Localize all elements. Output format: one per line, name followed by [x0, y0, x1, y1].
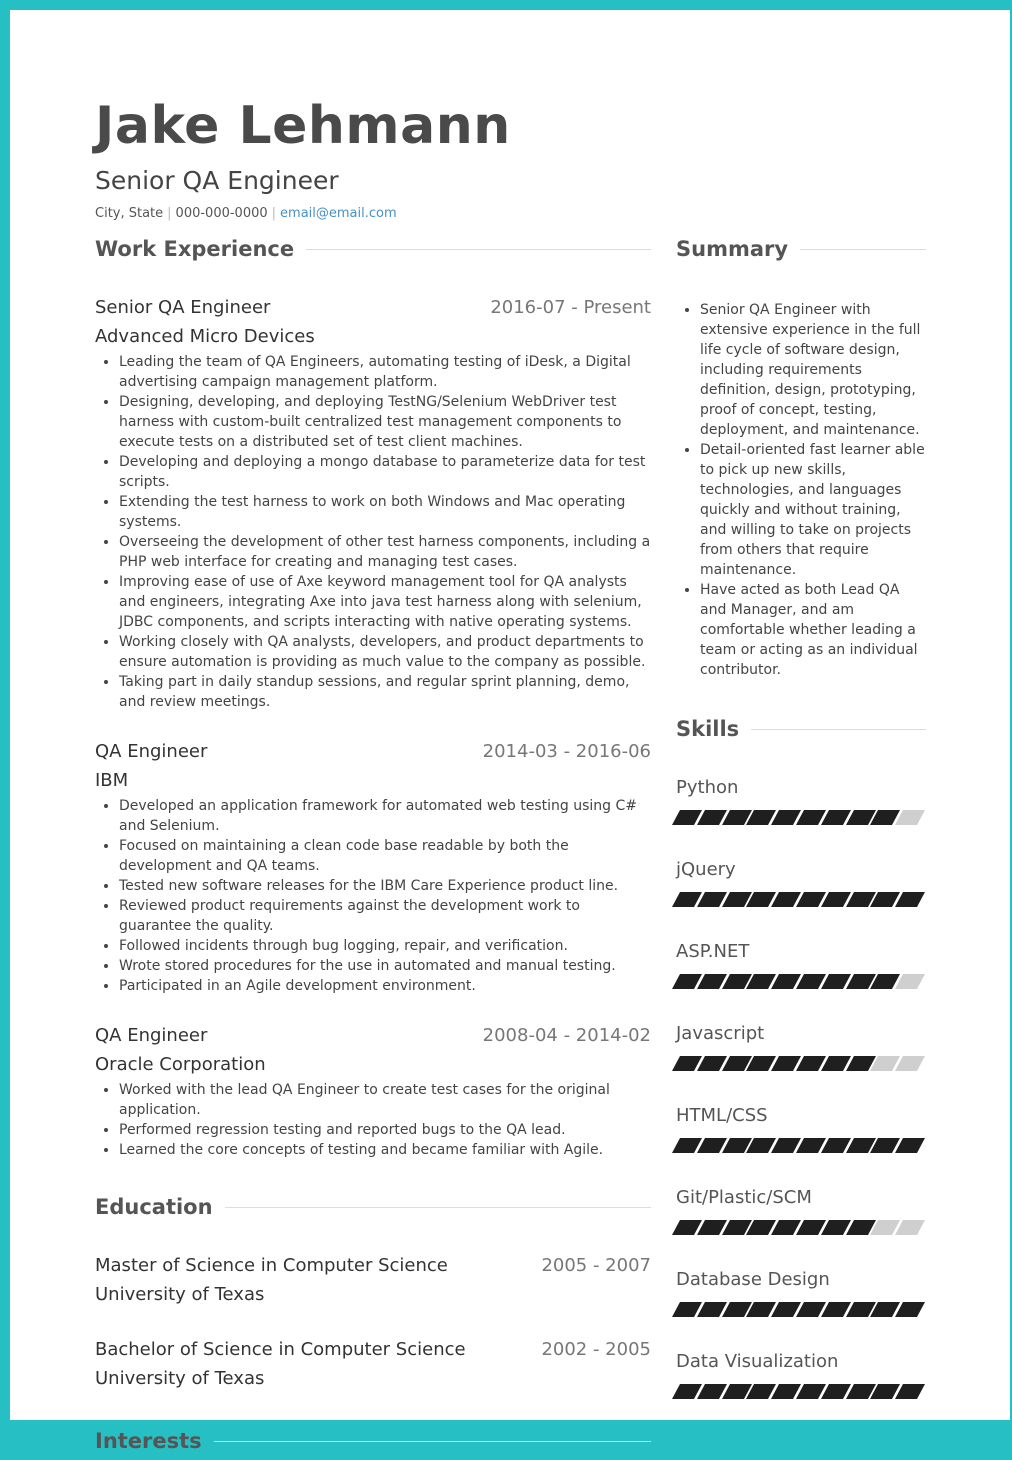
education-dates: 2002 - 2005	[541, 1338, 651, 1360]
bullet-item: • Participated in an Agile development environment.	[119, 976, 651, 996]
job-entry	[95, 736, 651, 996]
right-column	[676, 230, 926, 1430]
skill-level-bar	[676, 810, 926, 825]
skills-list	[676, 774, 926, 1430]
skill-entry	[676, 1102, 926, 1184]
divider	[800, 249, 926, 250]
job-dates: 2008-04 - 2014-02	[482, 1024, 651, 1046]
summary-list	[676, 300, 926, 680]
skill-segment-empty	[895, 810, 925, 825]
skills-heading: Skills	[676, 710, 926, 748]
phone: 000-000-0000	[175, 206, 268, 221]
bullet-item: • Worked with the lead QA Engineer to create test cases for the original application.	[119, 1080, 651, 1120]
candidate-title: Senior QA Engineer	[95, 166, 339, 195]
skill-entry	[676, 856, 926, 938]
bullet-item: • Wrote stored procedures for the use in automated and manual testing.	[119, 956, 651, 976]
skill-entry	[676, 1020, 926, 1102]
job-dates: 2016-07 - Present	[490, 296, 651, 318]
skill-level-bar	[676, 1384, 926, 1399]
degree: Master of Science in Computer Science	[95, 1254, 448, 1276]
summary-item: • Have acted as both Lead QA and Manager, and am comfortable whether leading a team or acting as an individual contributor.	[700, 580, 926, 680]
bullet-item: • Performed regression testing and reported bugs to the QA lead.	[119, 1120, 651, 1140]
resume-page	[10, 10, 1010, 1453]
skill-segment-empty	[895, 1056, 925, 1071]
education-header	[95, 1334, 651, 1364]
job-bullets	[95, 796, 651, 996]
divider	[306, 249, 651, 250]
location: City, State	[95, 206, 164, 221]
skill-level-bar	[676, 974, 926, 989]
bullet-item: • Developed an application framework for automated web testing using C# and Selenium.	[119, 796, 651, 836]
skill-segment-filled	[895, 892, 925, 907]
skill-name: Database Design	[676, 1269, 830, 1290]
company-name: Advanced Micro Devices	[95, 326, 315, 347]
summary-heading: Summary	[676, 230, 926, 268]
job-header	[95, 1020, 651, 1050]
bullet-item: • Developing and deploying a mongo database to parameterize data for test scripts.	[119, 452, 651, 492]
email-link[interactable]: email@email.com	[280, 206, 397, 221]
education-list	[95, 1250, 651, 1394]
contact-line: City, State | 000-000-0000 | email@email.com	[95, 206, 397, 221]
bullet-item: • Learned the core concepts of testing and became familiar with Agile.	[119, 1140, 651, 1160]
job-entry	[95, 292, 651, 712]
job-title: QA Engineer	[95, 1024, 208, 1046]
job-entry	[95, 1020, 651, 1160]
skill-segment-filled	[895, 1138, 925, 1153]
bullet-item: • Overseeing the development of other test harness components, including a PHP web interface for creating and managing test cases.	[119, 532, 651, 572]
summary-section	[676, 300, 926, 680]
bullet-item: • Followed incidents through bug logging, repair, and verification.	[119, 936, 651, 956]
company-name: Oracle Corporation	[95, 1054, 266, 1075]
interests-heading: Interests	[95, 1422, 651, 1460]
skill-segment-empty	[895, 1220, 925, 1235]
divider	[225, 1207, 651, 1208]
skill-level-bar	[676, 1138, 926, 1153]
skill-entry	[676, 774, 926, 856]
bullet-item: • Extending the test harness to work on both Windows and Mac operating systems.	[119, 492, 651, 532]
job-title: Senior QA Engineer	[95, 296, 271, 318]
skill-segment-filled	[895, 1302, 925, 1317]
skill-entry	[676, 938, 926, 1020]
education-heading: Education	[95, 1188, 651, 1226]
skill-name: jQuery	[676, 859, 736, 880]
divider	[214, 1441, 651, 1442]
skill-level-bar	[676, 1220, 926, 1235]
bullet-item: • Reviewed product requirements against the development work to guarantee the quality.	[119, 896, 651, 936]
bullet-item: • Improving ease of use of Axe keyword management tool for QA analysts and engineers, integrating Axe into java test harness along with selenium, JDBC components, and scripts interacting with native operating systems.	[119, 572, 651, 632]
left-column	[95, 230, 651, 1460]
job-header	[95, 292, 651, 322]
education-entry	[95, 1334, 651, 1394]
skill-name: Python	[676, 777, 739, 798]
divider	[751, 729, 926, 730]
skill-level-bar	[676, 1302, 926, 1317]
education-header	[95, 1250, 651, 1280]
education-entry	[95, 1250, 651, 1310]
candidate-name: Jake Lehmann	[95, 96, 511, 156]
degree: Bachelor of Science in Computer Science	[95, 1338, 466, 1360]
skill-segment-empty	[895, 974, 925, 989]
bullet-item: • Designing, developing, and deploying TestNG/Selenium WebDriver test harness with custom-built centralized test management components to execute tests on a distributed set of test client machines.	[119, 392, 651, 452]
company-name: IBM	[95, 770, 129, 791]
bullet-item: • Focused on maintaining a clean code base readable by both the development and QA teams.	[119, 836, 651, 876]
skill-level-bar	[676, 892, 926, 907]
jobs-list	[95, 292, 651, 1160]
job-bullets	[95, 352, 651, 712]
job-dates: 2014-03 - 2016-06	[482, 740, 651, 762]
school-name: University of Texas	[95, 1284, 265, 1305]
skill-name: ASP.NET	[676, 941, 750, 962]
bullet-item: • Working closely with QA analysts, developers, and product departments to ensure automation is providing as much value to the company as possible.	[119, 632, 651, 672]
skill-level-bar	[676, 1056, 926, 1071]
bullet-item: • Taking part in daily standup sessions, and regular sprint planning, demo, and review meetings.	[119, 672, 651, 712]
skill-name: Git/Plastic/SCM	[676, 1187, 812, 1208]
summary-item: • Detail-oriented fast learner able to pick up new skills, technologies, and languages quickly and without training, and willing to take on projects from others that require maintenance.	[700, 440, 926, 580]
skill-entry	[676, 1348, 926, 1430]
skill-segment-filled	[895, 1384, 925, 1399]
skill-name: HTML/CSS	[676, 1105, 768, 1126]
education-dates: 2005 - 2007	[541, 1254, 651, 1276]
skill-name: Data Visualization	[676, 1351, 839, 1372]
work-experience-heading: Work Experience	[95, 230, 651, 268]
page-frame	[4, 4, 1008, 1453]
school-name: University of Texas	[95, 1368, 265, 1389]
bullet-item: • Leading the team of QA Engineers, automating testing of iDesk, a Digital advertising campaign management platform.	[119, 352, 651, 392]
job-title: QA Engineer	[95, 740, 208, 762]
bullet-item: • Tested new software releases for the IBM Care Experience product line.	[119, 876, 651, 896]
skill-name: Javascript	[676, 1023, 765, 1044]
skill-entry	[676, 1184, 926, 1266]
job-bullets	[95, 1080, 651, 1160]
summary-item: • Senior QA Engineer with extensive experience in the full life cycle of software design, including requirements definition, design, prototyping, proof of concept, testing, deployment, and maintenance.	[700, 300, 926, 440]
skill-entry	[676, 1266, 926, 1348]
job-header	[95, 736, 651, 766]
